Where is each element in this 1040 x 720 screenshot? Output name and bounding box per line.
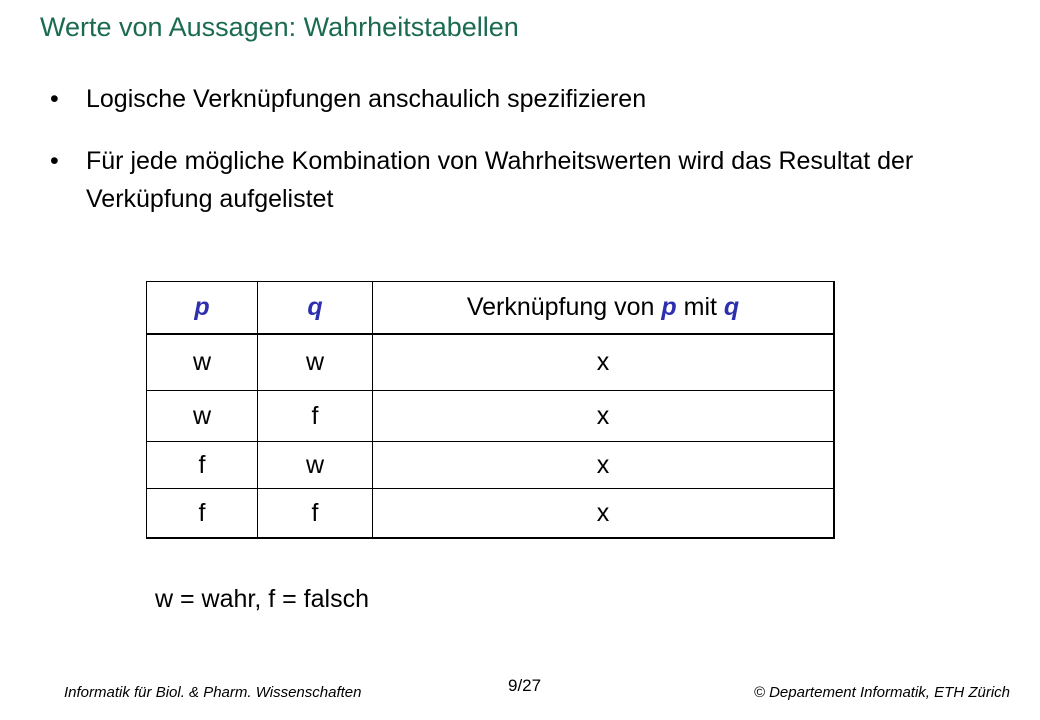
bullet-text: Logische Verknüpfungen anschaulich spezifizieren: [86, 85, 647, 113]
cell-q: f: [258, 489, 373, 539]
header-operation: Verknüpfung von p mit q: [373, 282, 835, 335]
cell-p: f: [147, 442, 258, 489]
truth-table: [146, 281, 835, 539]
cell-p: w: [147, 334, 258, 391]
cell-result: x: [373, 489, 835, 539]
table-header-row: [147, 282, 835, 335]
slide-title: Werte von Aussagen: Wahrheitstabellen: [40, 12, 519, 42]
footer-course: Informatik für Biol. & Pharm. Wissenschaften: [64, 684, 362, 701]
cell-q: w: [258, 334, 373, 391]
footer-copyright: © Departement Informatik, ETH Zürich: [753, 684, 1010, 701]
bullet-marker: •: [50, 147, 59, 175]
bullet-marker: •: [50, 85, 59, 113]
bullet-item: [50, 80, 950, 118]
table-row: [147, 442, 835, 489]
page-number: 9/27: [508, 676, 542, 695]
cell-result: x: [373, 391, 835, 442]
table-row: [147, 334, 835, 391]
header-p: p: [147, 282, 258, 335]
cell-q: f: [258, 391, 373, 442]
cell-q: w: [258, 442, 373, 489]
bullet-text: Für jede mögliche Kombination von Wahrheitswerten wird das Resultat der Verküpfung aufgelistet: [86, 147, 914, 213]
bullet-list: [50, 80, 950, 218]
table-row: [147, 391, 835, 442]
cell-result: x: [373, 442, 835, 489]
cell-result: x: [373, 334, 835, 391]
cell-p: w: [147, 391, 258, 442]
bullet-item: [50, 142, 950, 218]
table-row: [147, 489, 835, 539]
legend-text: w = wahr, f = falsch: [155, 585, 369, 613]
cell-p: f: [147, 489, 258, 539]
header-q: q: [258, 282, 373, 335]
